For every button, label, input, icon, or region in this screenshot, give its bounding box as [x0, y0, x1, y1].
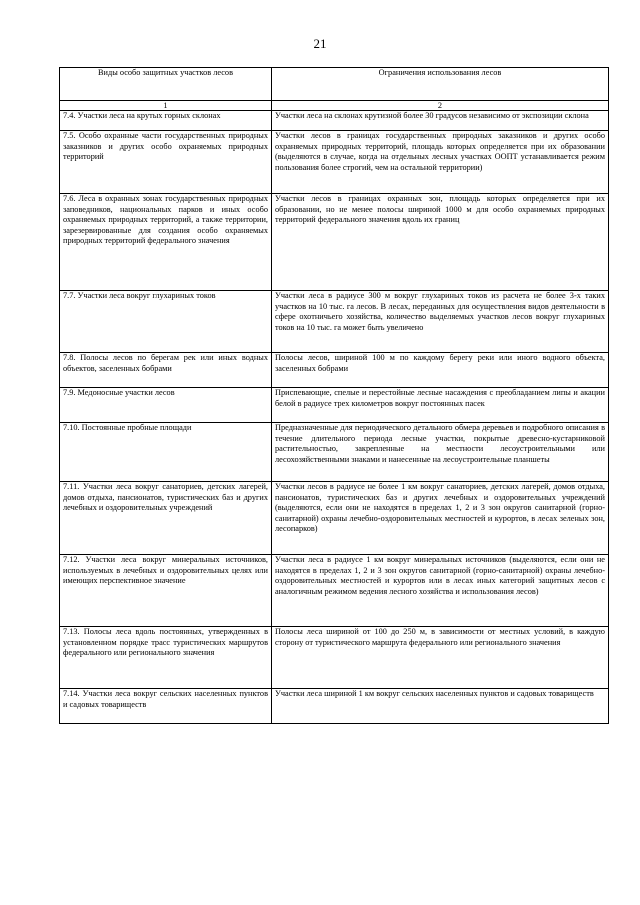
forest-type-cell: 7.12. Участки леса вокруг минеральных источников, используемых в лечебных и оздоровительных целях или имеющих перспективное значение: [60, 555, 272, 627]
restriction-cell: Участки лесов в радиусе не более 1 км вокруг санаториев, детских лагерей, домов отдыха, пансионатов, туристических баз и других лечебных и оздоровительных учреждений (выделяются, если они не находятся в пределах 1, 2 и 3 зон округов санитарной (горно-санитарной) охраны лечебно-оздоровительных местностей и курортов, в лесах зеленых зон, лесопарков): [272, 482, 609, 555]
forest-restrictions-table: [59, 67, 609, 724]
forest-type-cell: 7.4. Участки леса на крутых горных склонах: [60, 111, 272, 131]
restriction-cell: Участки леса на склонах крутизной более 30 градусов независимо от экспозиции склона: [272, 111, 609, 131]
table-row: [60, 555, 609, 627]
column-number-1: 1: [60, 101, 272, 111]
table-column-numbers-row: [60, 101, 609, 111]
forest-type-cell: 7.6. Леса в охранных зонах государственных природных заповедников, национальных парков и иных особо охраняемых природных территорий, а также территории, зарезервированные для создания особо охраняемых природных территорий федерального значения: [60, 194, 272, 291]
restriction-cell: Участки леса в радиусе 1 км вокруг минеральных источников (выделяются, если они не находятся в пределах 1, 2 и 3 зон округов санитарной (горно-санитарной) охраны лечебно-оздоровительных местностей и курортов или в лесах иных категорий защитных лесов с аналогичным режимом ведения лесного хозяйства и использования лесов): [272, 555, 609, 627]
restriction-cell: Участки леса в радиусе 300 м вокруг глухариных токов из расчета не более 3-х таких участков на 10 тыс. га лесов. В лесах, переданных для осуществления видов деятельности в сфере охотничьего хозяйства, количество выделяемых участков лесов вокруг глухариных токов на 10 тыс. га может быть увеличено: [272, 291, 609, 353]
restriction-cell: Предназначенные для периодического детального обмера деревьев и подробного описания в течение длительного периода лесные участки, покрытые древесно-кустарниковой растительностью, закрепленные на местности лесоустроительными или лесохозяйственными знаками и нанесенные на лесоустроительные планшеты: [272, 423, 609, 482]
forest-type-cell: 7.11. Участки леса вокруг санаториев, детских лагерей, домов отдыха, пансионатов, туристических баз и других лечебных и оздоровительных учреждений: [60, 482, 272, 555]
restriction-cell: Участки лесов в границах охранных зон, площадь которых определяется при их образовании, но не менее полосы шириной 1000 м для особо охраняемых природных территорий федерального значения вдоль их границ: [272, 194, 609, 291]
forest-type-cell: 7.14. Участки леса вокруг сельских населенных пунктов и садовых товариществ: [60, 689, 272, 724]
forest-type-cell: 7.10. Постоянные пробные площади: [60, 423, 272, 482]
forest-type-cell: 7.8. Полосы лесов по берегам рек или иных водных объектов, заселенных бобрами: [60, 353, 272, 388]
table-row: [60, 194, 609, 291]
restriction-cell: Полосы леса шириной от 100 до 250 м, в зависимости от местных условий, в каждую сторону от туристического маршрута федерального или регионального значения: [272, 627, 609, 689]
header-usage-restrictions: Ограничения использования лесов: [272, 68, 609, 101]
table-row: [60, 388, 609, 423]
restriction-cell: Приспевающие, спелые и перестойные лесные насаждения с преобладанием липы и акации белой в радиусе трех километров вокруг постоянных пасек: [272, 388, 609, 423]
table-row: [60, 111, 609, 131]
table-row: [60, 423, 609, 482]
forest-type-cell: 7.13. Полосы леса вдоль постоянных, утвержденных в установленном порядке трасс туристических маршрутов федерального или регионального значения: [60, 627, 272, 689]
table-row: [60, 291, 609, 353]
forest-type-cell: 7.7. Участки леса вокруг глухариных токов: [60, 291, 272, 353]
forest-type-cell: 7.5. Особо охранные части государственных природных заказников и других особо охраняемых природных территорий: [60, 131, 272, 194]
table-row: [60, 482, 609, 555]
table-row: [60, 627, 609, 689]
restriction-cell: Полосы лесов, шириной 100 м по каждому берегу реки или иного водного объекта, заселенных бобрами: [272, 353, 609, 388]
table-row: [60, 131, 609, 194]
page-number: 21: [313, 36, 327, 51]
table-row: [60, 689, 609, 724]
restriction-cell: Участки лесов в границах государственных природных заказников и других особо охраняемых природных территорий, площадь которых определяется при их образовании (выделяются в случае, когда на отдельных лесных участках ООПТ устанавливается режим пользования более строгий, чем на остальной территории): [272, 131, 609, 194]
restriction-cell: Участки леса шириной 1 км вокруг сельских населенных пунктов и садовых товариществ: [272, 689, 609, 724]
table-header-row: [60, 68, 609, 101]
header-forest-types: Виды особо защитных участков лесов: [60, 68, 272, 101]
column-number-2: 2: [272, 101, 609, 111]
forest-type-cell: 7.9. Медоносные участки лесов: [60, 388, 272, 423]
table-row: [60, 353, 609, 388]
